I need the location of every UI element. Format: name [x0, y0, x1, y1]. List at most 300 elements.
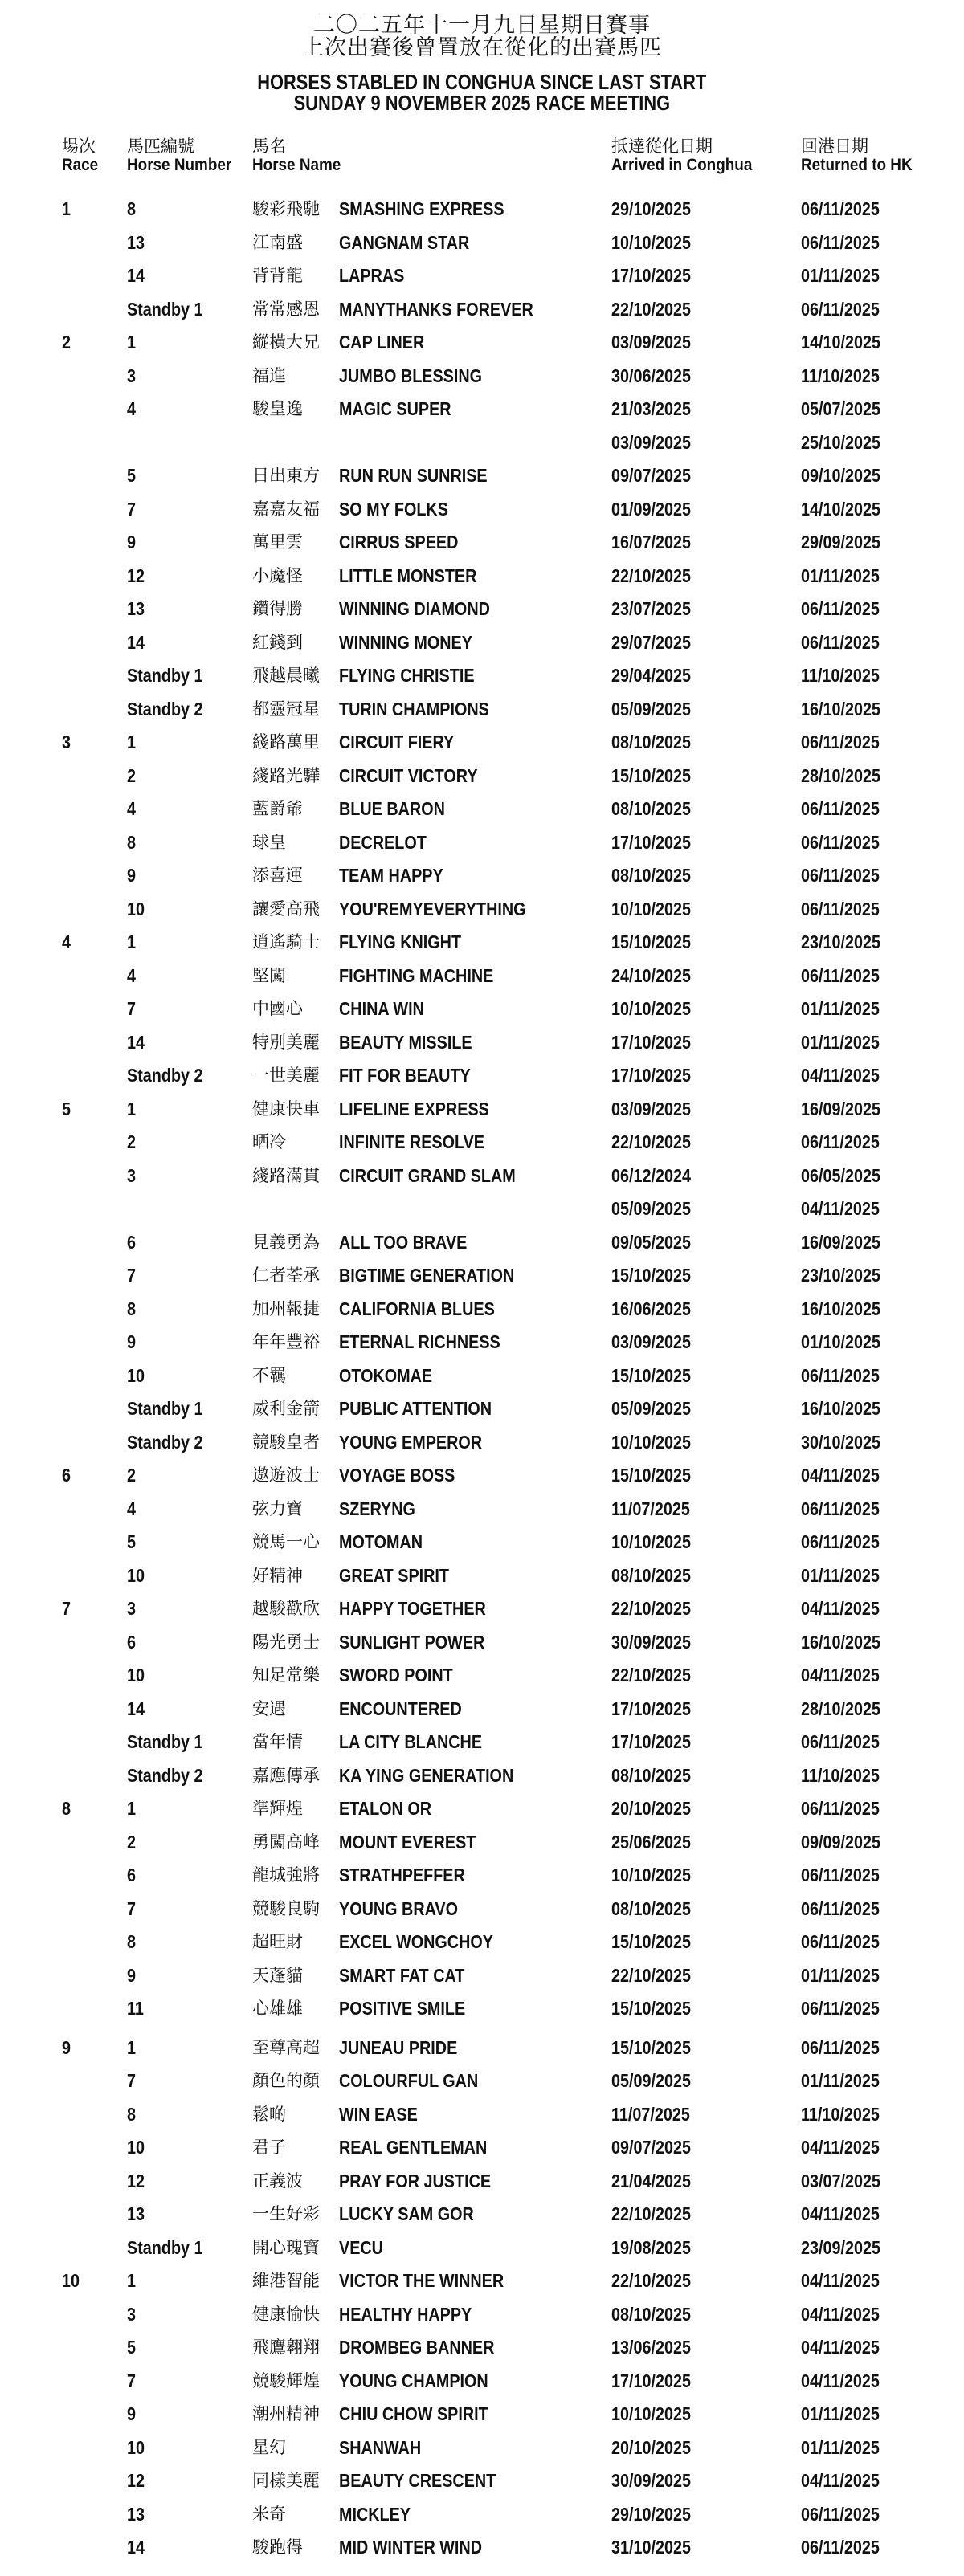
- horse-name-chinese: 見義勇為: [252, 1232, 320, 1252]
- returned-to-hk-date-text: 06/11/2025: [801, 231, 880, 253]
- returned-to-hk-date: [801, 630, 893, 654]
- returned-to-hk-date: [801, 1130, 893, 1154]
- arrived-in-conghua-date-text: 09/07/2025: [611, 465, 692, 486]
- returned-to-hk-date: [801, 1297, 893, 1321]
- arrived-in-conghua-date: [611, 2236, 704, 2260]
- horse-name-english: [339, 1396, 517, 1420]
- arrived-in-conghua-date: [611, 430, 704, 454]
- horse-number: [127, 1463, 137, 1487]
- horse-name-english: [339, 1263, 543, 1287]
- horse-name-chinese: 加州報捷: [252, 1298, 320, 1319]
- horse-number: [127, 1930, 137, 1954]
- returned-to-hk-date-text: 06/11/2025: [801, 2503, 880, 2525]
- horse-name-english: [339, 964, 519, 988]
- horse-number-text: 13: [127, 2203, 145, 2224]
- horse-number: [127, 1330, 137, 1354]
- horse-name-english-text: SWORD POINT: [339, 1665, 453, 1685]
- arrived-in-conghua-date-text: 22/10/2025: [611, 565, 692, 586]
- horse-name-chinese: 逍遙騎士: [252, 932, 320, 952]
- horse-name-english-text: BEAUTY MISSILE: [339, 1031, 472, 1053]
- horse-number-text: 1: [127, 2270, 137, 2291]
- arrived-in-conghua-date-text: 10/10/2025: [611, 898, 692, 919]
- horse-name-english: [339, 1097, 513, 1121]
- arrived-in-conghua-date: [611, 1230, 704, 1254]
- column-header-horse-name-en-text: Horse Name: [252, 156, 341, 174]
- arrived-in-conghua-date-text: 17/10/2025: [611, 1698, 692, 1719]
- returned-to-hk-date: [801, 730, 893, 754]
- horse-name-english: [339, 2036, 476, 2060]
- horse-number-text: 12: [127, 2470, 145, 2491]
- arrived-in-conghua-date-text: 25/06/2025: [611, 1831, 692, 1853]
- arrived-in-conghua-date: [611, 1396, 704, 1420]
- arrived-in-conghua-date-text: 05/09/2025: [611, 698, 692, 719]
- horse-number: [127, 2335, 137, 2359]
- returned-to-hk-date: [801, 497, 893, 521]
- horse-name-english-text: TEAM HAPPY: [339, 865, 443, 886]
- horse-name-chinese: 天蓬貓: [252, 1965, 303, 1985]
- returned-to-hk-date: [801, 663, 893, 687]
- arrived-in-conghua-date: [611, 730, 704, 754]
- horse-name-english: [339, 463, 512, 487]
- column-header-horse-name-en: [252, 156, 351, 175]
- horse-number-text: 6: [127, 1631, 137, 1653]
- horse-name-english-text: FIT FOR BEAUTY: [339, 1065, 471, 1086]
- returned-to-hk-date: [801, 964, 893, 988]
- horse-name-english-text: CHINA WIN: [339, 998, 424, 1019]
- horse-name-english-text: CHIU CHOW SPIRIT: [339, 2403, 488, 2424]
- arrived-in-conghua-date: [611, 2335, 704, 2359]
- arrived-in-conghua-date: [611, 1630, 704, 1654]
- horse-number-text: 14: [127, 631, 145, 653]
- horse-name-chinese: 年年豐裕: [252, 1332, 320, 1351]
- horse-name-english-text: MOTOMAN: [339, 1531, 423, 1552]
- race-number: [62, 1796, 72, 1820]
- horse-number-text: Standby 2: [127, 698, 203, 719]
- returned-to-hk-date: [801, 930, 893, 954]
- returned-to-hk-date-text: 06/11/2025: [801, 2036, 880, 2058]
- horse-name-english: [339, 1363, 447, 1388]
- returned-to-hk-date: [801, 830, 893, 854]
- returned-to-hk-date: [801, 2535, 893, 2559]
- returned-to-hk-date-text: 06/11/2025: [801, 865, 880, 886]
- horse-number-text: 2: [127, 1131, 137, 1152]
- horse-number: [127, 230, 148, 255]
- horse-name-english-text: SUNLIGHT POWER: [339, 1631, 485, 1653]
- horse-number: [127, 2036, 137, 2060]
- returned-to-hk-date-text: 04/11/2025: [801, 2337, 880, 2358]
- returned-to-hk-date-text: 01/11/2025: [801, 2403, 880, 2424]
- returned-to-hk-date-text: 14/10/2025: [801, 498, 881, 520]
- horse-name-english: [339, 1463, 474, 1487]
- horse-name-english: [339, 1630, 509, 1654]
- horse-name-chinese: 小魔怪: [252, 565, 303, 585]
- arrived-in-conghua-date-text: 08/10/2025: [611, 1564, 692, 1586]
- column-header-returned-en-text: Returned to HK: [801, 156, 913, 174]
- horse-name-english: [339, 597, 514, 621]
- horse-name-english-text: YOUNG EMPEROR: [339, 1431, 483, 1453]
- returned-to-hk-date-text: 16/10/2025: [801, 1631, 881, 1653]
- horse-name-english-text: HEALTHY HAPPY: [339, 2303, 472, 2325]
- returned-to-hk-date-text: 06/11/2025: [801, 1498, 880, 1519]
- race-number-text: 5: [62, 1098, 71, 1119]
- arrived-in-conghua-date: [611, 1930, 704, 1954]
- horse-number-text: 3: [127, 2303, 137, 2325]
- arrived-in-conghua-date: [611, 1097, 704, 1121]
- horse-name-english-text: VECU: [339, 2236, 383, 2258]
- arrived-in-conghua-date-text: 03/09/2025: [611, 332, 692, 353]
- horse-name-english: [339, 1230, 488, 1254]
- returned-to-hk-date: [801, 197, 893, 221]
- race-number-text: 6: [62, 1465, 71, 1486]
- returned-to-hk-date-text: 06/11/2025: [801, 598, 880, 619]
- horse-number: [127, 2468, 148, 2492]
- arrived-in-conghua-date: [611, 1963, 704, 1987]
- horse-number: [127, 2268, 137, 2293]
- race-number-text: 8: [62, 1798, 71, 1819]
- horse-number-text: 3: [127, 1164, 137, 1186]
- horse-number: [127, 1996, 146, 2020]
- horse-name-chinese: 福進: [252, 365, 286, 385]
- horse-number-text: 4: [127, 798, 137, 819]
- horse-name-chinese: 嘉嘉友福: [252, 499, 320, 519]
- horse-number-text: 10: [127, 2137, 145, 2158]
- arrived-in-conghua-date: [611, 697, 704, 721]
- horse-name-chinese: 勇闖高峰: [252, 1832, 320, 1852]
- horse-number: [127, 697, 215, 721]
- horse-number-text: 8: [127, 831, 137, 853]
- arrived-in-conghua-date-text: 11/07/2025: [611, 1498, 690, 1519]
- column-header-race-en: [62, 156, 102, 175]
- horse-number-text: Standby 1: [127, 298, 203, 320]
- arrived-in-conghua-date: [611, 1530, 704, 1554]
- arrived-in-conghua-date-text: 05/09/2025: [611, 1198, 692, 1219]
- horse-name-english-text: ETERNAL RICHNESS: [339, 1331, 500, 1352]
- arrived-in-conghua-date-text: 15/10/2025: [611, 1931, 692, 1952]
- horse-name-english-text: SMASHING EXPRESS: [339, 198, 504, 219]
- horse-name-english: [339, 497, 466, 521]
- horse-number: [127, 1363, 148, 1388]
- horse-number: [127, 463, 137, 487]
- horse-name-english: [339, 1763, 542, 1787]
- returned-to-hk-date: [801, 330, 893, 354]
- horse-number: [127, 2369, 137, 2393]
- returned-to-hk-date: [801, 230, 893, 255]
- horse-name-english-text: JUMBO BLESSING: [339, 365, 483, 386]
- horse-name-english-text: VICTOR THE WINNER: [339, 2270, 504, 2291]
- horse-number-text: 13: [127, 598, 145, 619]
- horse-name-english: [339, 2335, 520, 2359]
- horse-name-english-text: WIN EASE: [339, 2103, 418, 2125]
- returned-to-hk-date: [801, 463, 893, 487]
- title-english-line-2-text: SUNDAY 9 NOVEMBER 2025 RACE MEETING: [293, 91, 671, 115]
- column-header-horse-number-en: [127, 156, 243, 175]
- returned-to-hk-date: [801, 1663, 893, 1687]
- returned-to-hk-date-text: 06/11/2025: [801, 1131, 880, 1152]
- returned-to-hk-date-text: 16/10/2025: [801, 1398, 881, 1419]
- horse-name-english-text: CIRCUIT GRAND SLAM: [339, 1164, 516, 1186]
- horse-number: [127, 263, 148, 287]
- horse-name-english-text: STRATHPEFFER: [339, 1865, 465, 1885]
- returned-to-hk-date: [801, 1996, 893, 2020]
- horse-name-chinese: 綫路滿貫: [252, 1165, 320, 1185]
- horse-name-english: [339, 1164, 545, 1188]
- returned-to-hk-date: [801, 1164, 893, 1188]
- arrived-in-conghua-date-text: 11/07/2025: [611, 2103, 690, 2125]
- horse-name-english-text: MAGIC SUPER: [339, 398, 451, 419]
- returned-to-hk-date: [801, 863, 893, 887]
- horse-number: [127, 2169, 148, 2193]
- horse-name-chinese: 潮州精神: [252, 2404, 320, 2423]
- returned-to-hk-date-text: 06/11/2025: [801, 198, 880, 219]
- horse-number: [127, 2435, 148, 2460]
- horse-name-english: [339, 2102, 431, 2126]
- arrived-in-conghua-date-text: 23/07/2025: [611, 598, 692, 619]
- arrived-in-conghua-date-text: 29/04/2025: [611, 665, 692, 686]
- horse-number: [127, 1663, 148, 1687]
- horse-name-english: [339, 863, 460, 887]
- horse-number: [127, 297, 215, 321]
- horse-number-text: 3: [127, 365, 137, 386]
- horse-name-english: [339, 1596, 510, 1620]
- horse-number-text: 4: [127, 1498, 137, 1519]
- arrived-in-conghua-date-text: 05/09/2025: [611, 2070, 692, 2091]
- arrived-in-conghua-date-text: 03/09/2025: [611, 1331, 692, 1352]
- horse-name-chinese: 越駿歡欣: [252, 1599, 320, 1618]
- horse-number: [127, 197, 137, 221]
- horse-number: [127, 1863, 137, 1887]
- horse-name-english: [339, 2468, 521, 2492]
- returned-to-hk-date-text: 06/11/2025: [801, 1364, 880, 1386]
- horse-number-text: 2: [127, 1831, 137, 1853]
- horse-name-english: [339, 330, 439, 354]
- horse-name-chinese: 健康快車: [252, 1098, 320, 1119]
- horse-name-english-text: GANGNAM STAR: [339, 231, 470, 253]
- race-number: [62, 330, 72, 354]
- horse-number: [127, 330, 137, 354]
- returned-to-hk-date: [801, 1396, 893, 1420]
- horse-name-english: [339, 1863, 485, 1887]
- horse-number-text: 7: [127, 1897, 137, 1919]
- horse-name-english-text: MID WINTER WIND: [339, 2537, 482, 2558]
- arrived-in-conghua-date-text: 24/10/2025: [611, 964, 692, 986]
- returned-to-hk-date-text: 14/10/2025: [801, 332, 881, 353]
- horse-number: [127, 2102, 137, 2126]
- arrived-in-conghua-date: [611, 530, 704, 554]
- returned-to-hk-date: [801, 2402, 893, 2426]
- horse-number: [127, 730, 137, 754]
- returned-to-hk-date-text: 04/11/2025: [801, 1465, 880, 1486]
- returned-to-hk-date: [801, 1563, 893, 1588]
- horse-name-english-text: BIGTIME GENERATION: [339, 1265, 515, 1286]
- returned-to-hk-date-text: 23/10/2025: [801, 1265, 881, 1286]
- horse-name-chinese: 開心瑰寶: [252, 2237, 320, 2257]
- horse-name-english-text: DROMBEG BANNER: [339, 2337, 495, 2358]
- returned-to-hk-date: [801, 2169, 893, 2193]
- horse-number-text: 10: [127, 1364, 145, 1386]
- returned-to-hk-date-text: 11/10/2025: [801, 2103, 880, 2125]
- arrived-in-conghua-date: [611, 1463, 704, 1487]
- horse-name-english: [339, 364, 505, 388]
- returned-to-hk-date: [801, 697, 893, 721]
- horse-number: [127, 1497, 137, 1521]
- horse-name-chinese: 仁者荃承: [252, 1266, 320, 1285]
- horse-name-english-text: SO MY FOLKS: [339, 498, 448, 520]
- arrived-in-conghua-date: [611, 1796, 704, 1820]
- arrived-in-conghua-date: [611, 1563, 704, 1588]
- arrived-in-conghua-date-text: 21/03/2025: [611, 398, 692, 419]
- horse-number: [127, 2202, 148, 2226]
- horse-number: [127, 530, 137, 554]
- arrived-in-conghua-date-text: 09/07/2025: [611, 2137, 692, 2158]
- horse-number-text: 12: [127, 565, 145, 586]
- returned-to-hk-date-text: 01/11/2025: [801, 2070, 880, 2091]
- arrived-in-conghua-date: [611, 2268, 704, 2293]
- arrived-in-conghua-date: [611, 330, 704, 354]
- returned-to-hk-date-text: 06/11/2025: [801, 898, 880, 919]
- horse-number: [127, 997, 137, 1021]
- returned-to-hk-date-text: 16/10/2025: [801, 1298, 881, 1319]
- returned-to-hk-date: [801, 1730, 893, 1754]
- returned-to-hk-date-text: 04/11/2025: [801, 2370, 880, 2391]
- arrived-in-conghua-date-text: 17/10/2025: [611, 1065, 692, 1086]
- returned-to-hk-date: [801, 564, 893, 588]
- arrived-in-conghua-date-text: 20/10/2025: [611, 1798, 692, 1819]
- returned-to-hk-date-text: 06/11/2025: [801, 298, 880, 320]
- returned-to-hk-date: [801, 2102, 893, 2126]
- horse-number-text: 4: [127, 964, 137, 986]
- arrived-in-conghua-date: [611, 2468, 704, 2492]
- returned-to-hk-date-text: 06/11/2025: [801, 798, 880, 819]
- returned-to-hk-date: [801, 1796, 893, 1820]
- column-header-horse-number-zh: 馬匹編號: [127, 137, 194, 156]
- horse-name-english: [339, 1130, 508, 1154]
- arrived-in-conghua-date-text: 17/10/2025: [611, 265, 692, 286]
- horse-number-text: Standby 2: [127, 1431, 203, 1453]
- horse-number-text: 1: [127, 732, 137, 752]
- returned-to-hk-date: [801, 1596, 893, 1620]
- horse-name-chinese: 當年情: [252, 1732, 303, 1751]
- arrived-in-conghua-date: [611, 197, 704, 221]
- returned-to-hk-date-text: 23/09/2025: [801, 2236, 881, 2258]
- race-number: [62, 2268, 83, 2293]
- horse-name-chinese: 一世美麗: [252, 1066, 320, 1085]
- arrived-in-conghua-date: [611, 2135, 704, 2159]
- arrived-in-conghua-date-text: 01/09/2025: [611, 498, 692, 520]
- returned-to-hk-date: [801, 1863, 893, 1887]
- horse-name-chinese: 至尊高超: [252, 2037, 320, 2057]
- horse-number-text: 9: [127, 865, 137, 886]
- returned-to-hk-date: [801, 1630, 893, 1654]
- returned-to-hk-date-text: 05/07/2025: [801, 398, 881, 419]
- horse-number-text: 12: [127, 2170, 145, 2191]
- returned-to-hk-date-text: 23/10/2025: [801, 931, 881, 952]
- horse-name-english-text: GREAT SPIRIT: [339, 1564, 450, 1586]
- returned-to-hk-date: [801, 2468, 893, 2492]
- horse-number: [127, 830, 137, 854]
- horse-name-chinese: 晒冷: [252, 1132, 286, 1151]
- horse-name-english: [339, 1663, 472, 1687]
- horse-name-english-text: RUN RUN SUNRISE: [339, 465, 488, 486]
- returned-to-hk-date: [801, 1330, 893, 1354]
- returned-to-hk-date-text: 04/11/2025: [801, 1598, 880, 1619]
- horse-name-chinese: 堅闖: [252, 965, 286, 985]
- returned-to-hk-date: [801, 2036, 893, 2060]
- horse-number: [127, 1630, 137, 1654]
- horse-number: [127, 397, 137, 421]
- arrived-in-conghua-date-text: 08/10/2025: [611, 865, 692, 886]
- horse-number: [127, 1530, 137, 1554]
- arrived-in-conghua-date: [611, 997, 704, 1021]
- returned-to-hk-date: [801, 897, 893, 921]
- arrived-in-conghua-date: [611, 2202, 704, 2226]
- arrived-in-conghua-date-text: 31/10/2025: [611, 2537, 692, 2558]
- horse-name-english-text: LUCKY SAM GOR: [339, 2203, 474, 2224]
- horse-name-english: [339, 263, 415, 287]
- arrived-in-conghua-date: [611, 797, 704, 821]
- horse-name-chinese: 駿皇逸: [252, 399, 303, 418]
- arrived-in-conghua-date-text: 08/10/2025: [611, 732, 692, 752]
- arrived-in-conghua-date-text: 03/09/2025: [611, 1098, 692, 1119]
- arrived-in-conghua-date: [611, 1497, 703, 1521]
- arrived-in-conghua-date: [611, 564, 704, 588]
- horse-name-english: [339, 1996, 486, 2020]
- arrived-in-conghua-date: [611, 230, 704, 255]
- horse-name-chinese: 鬆啲: [252, 2104, 286, 2124]
- race-number: [62, 930, 72, 954]
- horse-name-english: [339, 697, 513, 721]
- horse-name-english: [339, 930, 481, 954]
- returned-to-hk-date: [801, 297, 893, 321]
- horse-number-text: 5: [127, 465, 137, 486]
- horse-name-english-text: VOYAGE BOSS: [339, 1465, 455, 1486]
- horse-number: [127, 597, 148, 621]
- returned-to-hk-date: [801, 1430, 893, 1454]
- horse-name-chinese: 紅錢到: [252, 632, 303, 652]
- horse-number-text: 13: [127, 2503, 145, 2525]
- column-header-race-en-text: Race: [62, 156, 99, 174]
- returned-to-hk-date-text: 01/11/2025: [801, 1564, 880, 1586]
- horse-name-english-text: TURIN CHAMPIONS: [339, 698, 489, 719]
- arrived-in-conghua-date-text: 10/10/2025: [611, 231, 692, 253]
- arrived-in-conghua-date: [611, 897, 704, 921]
- horse-name-chinese: 飛鷹翱翔: [252, 2338, 320, 2357]
- arrived-in-conghua-date: [611, 1196, 704, 1221]
- horse-name-english: [339, 830, 441, 854]
- returned-to-hk-date: [801, 397, 893, 421]
- race-number: [62, 730, 72, 754]
- horse-name-chinese: 知足常樂: [252, 1665, 320, 1685]
- horse-number: [127, 1230, 137, 1254]
- horse-name-chinese: 顏色的顏: [252, 2071, 320, 2090]
- returned-to-hk-date-text: 01/10/2025: [801, 1331, 881, 1352]
- horse-number: [127, 1963, 137, 1987]
- returned-to-hk-date: [801, 1963, 893, 1987]
- returned-to-hk-date-text: 16/10/2025: [801, 698, 881, 719]
- horse-name-english-text: DECRELOT: [339, 831, 427, 853]
- horse-number: [127, 1796, 137, 1820]
- arrived-in-conghua-date: [611, 1763, 704, 1787]
- returned-to-hk-date: [801, 2335, 893, 2359]
- horse-number-text: 10: [127, 898, 145, 919]
- returned-to-hk-date-text: 03/07/2025: [801, 2170, 881, 2191]
- horse-name-chinese: 綫路萬里: [252, 732, 320, 752]
- horse-name-english: [339, 2435, 435, 2460]
- title-english-line-2: [0, 92, 964, 114]
- returned-to-hk-date-text: 11/10/2025: [801, 365, 880, 386]
- returned-to-hk-date-text: 04/11/2025: [801, 2470, 880, 2491]
- arrived-in-conghua-date: [611, 1663, 704, 1687]
- returned-to-hk-date: [801, 1063, 893, 1087]
